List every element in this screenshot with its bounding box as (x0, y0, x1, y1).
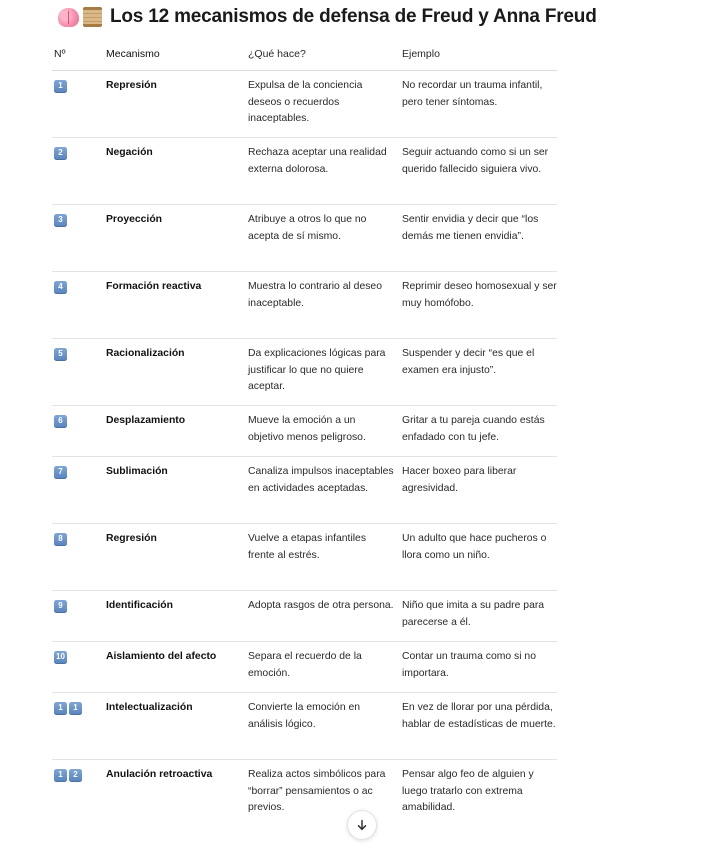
keycap-digit: 7 (54, 466, 67, 479)
que-hace-text: Realiza actos simbólicos para “borrar” pensamientos o ac (248, 769, 386, 797)
mecanismo-cell: Aislamiento del afecto (106, 651, 217, 662)
table-row (52, 138, 557, 205)
keycap-digit: 3 (54, 214, 67, 227)
table-row (52, 272, 557, 339)
table-row (52, 339, 557, 406)
que-hace-cell: Da explicaciones lógicas para justificar lo que no quiere aceptar. (248, 348, 386, 392)
table-row (52, 591, 557, 642)
table-header-row (52, 38, 557, 71)
que-hace-cell: Canaliza impulsos inaceptables en actividades aceptadas. (248, 466, 394, 494)
mecanismo-cell: Formación reactiva (106, 281, 202, 292)
mechanisms-table (52, 38, 557, 840)
keycap-digit: 10 (54, 651, 67, 664)
row-number (52, 413, 106, 456)
que-hace-cell: Convierte la emoción en análisis lógico. (248, 702, 361, 730)
row-number (52, 700, 106, 759)
row-number (52, 649, 106, 692)
row-number (52, 464, 106, 523)
ejemplo-cell: Gritar a tu pareja cuando estás enfadado con tu jefe. (402, 415, 545, 443)
row-number (52, 279, 106, 338)
table-row (52, 406, 557, 457)
que-hace-cell: Rechaza aceptar una realidad externa dolorosa. (248, 147, 387, 175)
brain-icon (58, 8, 79, 27)
que-hace-text-tail: previos. (248, 802, 285, 813)
mecanismo-cell: Proyección (106, 214, 163, 225)
mecanismo-cell: Sublimación (106, 466, 168, 477)
row-number (52, 78, 106, 137)
row-number (52, 212, 106, 271)
ejemplo-cell: Seguir actuando como si un ser querido fallecido siguiera vivo. (402, 147, 549, 175)
header-mecanismo: Mecanismo (106, 48, 160, 60)
ejemplo-cell: Reprimir deseo homosexual y ser muy homófobo. (402, 281, 557, 309)
keycap-digit: 2 (54, 147, 67, 160)
ejemplo-cell: Suspender y decir “es que el examen era injusto”. (402, 348, 535, 376)
mecanismo-cell: Intelectualización (106, 702, 193, 713)
table-row (52, 457, 557, 524)
row-number (52, 346, 106, 405)
keycap-digit: 1 (69, 702, 82, 715)
table-row (52, 693, 557, 760)
keycap-digit: 1 (54, 80, 67, 93)
mecanismo-cell: Regresión (106, 533, 157, 544)
mecanismo-cell: Negación (106, 147, 153, 158)
ejemplo-cell: Contar un trauma como si no importara. (402, 651, 536, 679)
ejemplo-cell: En vez de llorar por una pérdida, hablar de estadísticas de muerte. (402, 702, 556, 730)
keycap-digit: 8 (54, 533, 67, 546)
keycap-digit: 1 (54, 769, 67, 782)
table-row (52, 642, 557, 693)
ejemplo-cell: No recordar un trauma infantil, pero tener síntomas. (402, 80, 543, 108)
keycap-digit: 5 (54, 348, 67, 361)
keycap-digit: 6 (54, 415, 67, 428)
mecanismo-cell: Represión (106, 80, 157, 91)
table-row (52, 760, 557, 840)
header-num: Nº (54, 48, 66, 60)
scroll-icon (83, 7, 102, 27)
table-row (52, 524, 557, 591)
keycap-digit: 4 (54, 281, 67, 294)
ejemplo-cell: Hacer boxeo para liberar agresividad. (402, 466, 517, 494)
que-hace-cell: Mueve la emoción a un objetivo menos peligroso. (248, 415, 366, 443)
keycap-digit: 1 (54, 702, 67, 715)
table-row (52, 71, 557, 138)
mecanismo-cell: Racionalización (106, 348, 185, 359)
row-number (52, 531, 106, 590)
page-title (58, 6, 597, 28)
que-hace-cell: Separa el recuerdo de la emoción. (248, 651, 362, 679)
page-title-text: Los 12 mecanismos de defensa de Freud y Anna Freud (110, 6, 597, 27)
mecanismo-cell: Identificación (106, 600, 173, 611)
keycap-digit: 9 (54, 600, 67, 613)
ejemplo-cell: Un adulto que hace pucheros o llora como un niño. (402, 533, 547, 561)
keycap-digit: 2 (69, 769, 82, 782)
que-hace-cell (248, 767, 402, 840)
row-number (52, 767, 106, 840)
que-hace-cell: Expulsa de la conciencia deseos o recuerdos inaceptables. (248, 80, 363, 124)
que-hace-cell: Vuelve a etapas infantiles frente al estrés. (248, 533, 367, 561)
que-hace-cell: Atribuye a otros lo que no acepta de sí mismo. (248, 214, 367, 242)
ejemplo-cell: Sentir envidia y decir que “los demás me tienen envidia”. (402, 214, 539, 242)
header-que-hace: ¿Qué hace? (248, 48, 306, 60)
table-row (52, 205, 557, 272)
row-number (52, 145, 106, 204)
ejemplo-cell: Pensar algo feo de alguien y luego tratarlo con extrema amabilidad. (402, 769, 534, 813)
ejemplo-cell: Niño que imita a su padre para parecerse a él. (402, 600, 545, 628)
header-ejemplo: Ejemplo (402, 48, 440, 60)
mecanismo-cell: Anulación retroactiva (106, 769, 213, 780)
arrow-down-icon (356, 819, 368, 831)
scroll-down-button[interactable] (347, 810, 377, 840)
que-hace-cell: Muestra lo contrario al deseo inaceptable. (248, 281, 382, 309)
que-hace-cell: Adopta rasgos de otra persona. (248, 600, 394, 611)
mecanismo-cell: Desplazamiento (106, 415, 186, 426)
row-number (52, 598, 106, 641)
